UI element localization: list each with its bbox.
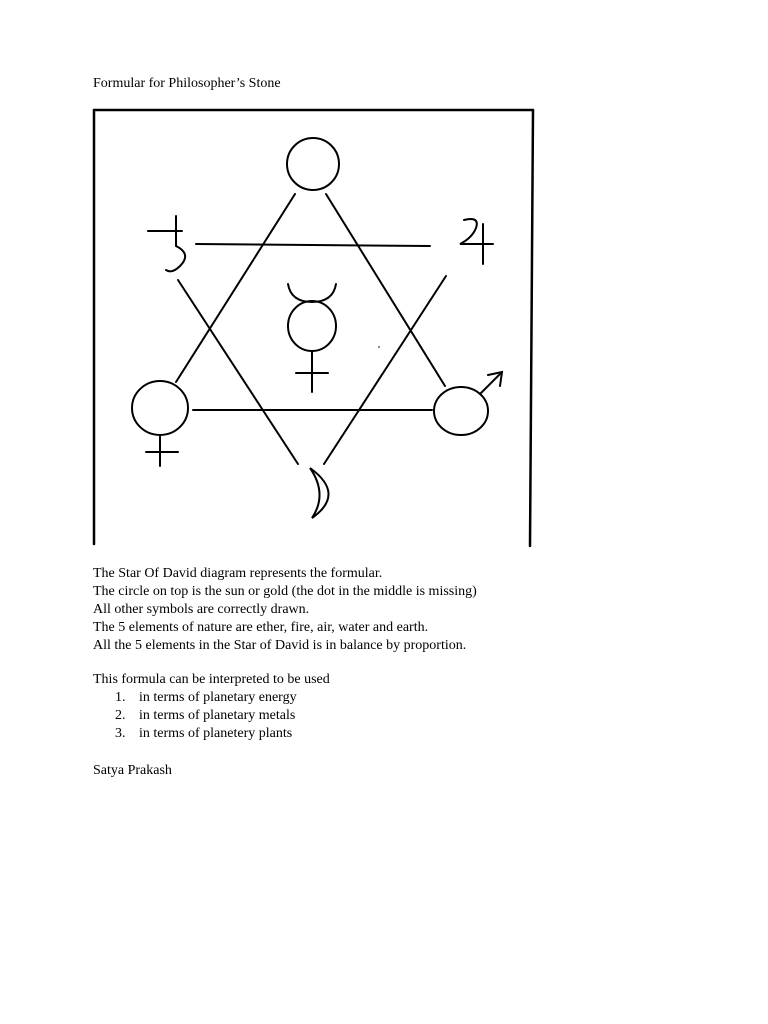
author-name: Satya Prakash — [93, 763, 172, 778]
description-line: The circle on top is the sun or gold (the dot in the middle is missing) — [93, 584, 477, 599]
mars-symbol — [434, 372, 502, 435]
description-line: The Star Of David diagram represents the formular. — [93, 566, 383, 581]
venus-symbol — [132, 381, 188, 466]
usage-intro: This formula can be interpreted to be used — [93, 672, 330, 687]
list-item — [93, 707, 297, 725]
sun-circle-symbol — [287, 138, 339, 190]
scan-speck — [378, 346, 380, 348]
list-item-number: 2. — [115, 708, 126, 723]
list-item-text: in terms of planetary metals — [139, 708, 296, 723]
list-item — [93, 689, 297, 707]
star-of-david-diagram — [88, 104, 540, 550]
description-line: The 5 elements of nature are ether, fire, air, water and earth. — [93, 620, 429, 635]
list-item — [93, 725, 297, 743]
moon-crescent-symbol — [310, 468, 329, 518]
mercury-symbol — [288, 284, 336, 392]
list-item-number: 1. — [115, 690, 126, 705]
jupiter-symbol — [460, 219, 493, 264]
usage-list — [93, 689, 297, 743]
description-line: All the 5 elements in the Star of David is in balance by proportion. — [93, 638, 467, 653]
list-item-text: in terms of planetary energy — [139, 690, 297, 705]
saturn-symbol — [148, 216, 185, 271]
list-item-text: in terms of planetery plants — [139, 726, 293, 741]
diagram-frame — [94, 110, 533, 546]
description-paragraph — [93, 565, 477, 655]
page-title: Formular for Philosopher’s Stone — [93, 76, 281, 91]
list-item-number: 3. — [115, 726, 126, 741]
description-line: All other symbols are correctly drawn. — [93, 602, 310, 617]
